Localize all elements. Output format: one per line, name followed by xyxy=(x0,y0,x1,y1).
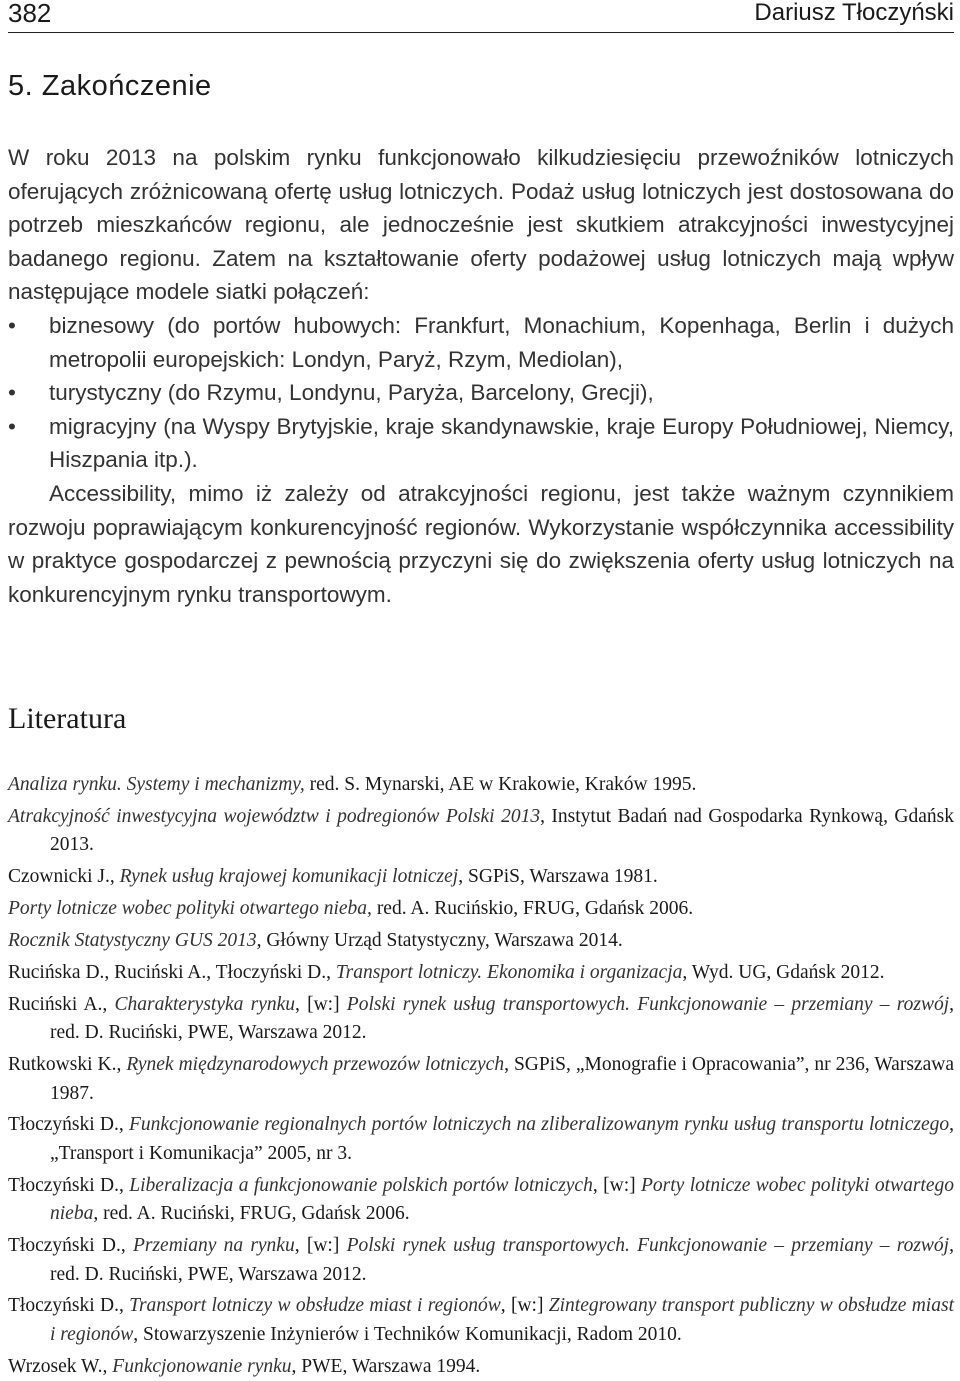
ref-publisher: , red. D. Ruciński, PWE, Warszawa 2012. xyxy=(50,993,954,1044)
literature-title: Literatura xyxy=(8,702,127,735)
ref-authors: Tłoczyński D., xyxy=(8,1114,130,1136)
ref-details: , [w:] xyxy=(500,1295,549,1317)
reference-item xyxy=(8,991,954,1048)
ref-publisher: , red. D. Ruciński, PWE, Warszawa 2012. xyxy=(50,1235,954,1285)
ref-details: , „Transport i Komunikacja” 2005, nr 3. xyxy=(50,1114,954,1164)
bullet-item xyxy=(8,376,954,410)
ref-details: , SGPiS, „Monografie i Opracowania”, nr 236, Warszawa 1987. xyxy=(50,1054,954,1104)
section-body xyxy=(8,141,954,611)
ref-authors: Tłoczyński D., xyxy=(8,1235,133,1257)
ref-details: , PWE, Warszawa 1994. xyxy=(291,1355,481,1377)
ref-publisher: , red. A. Ruciński, FRUG, Gdańsk 2006. xyxy=(93,1203,410,1225)
ref-authors: Ruciński A., xyxy=(8,993,115,1015)
ref-details: , [w:] xyxy=(295,993,347,1015)
ref-title: Analiza rynku. Systemy i mechanizmy, xyxy=(8,774,305,795)
bullet-icon: • xyxy=(8,380,16,406)
ref-details: red. S. Mynarski, AE w Krakowie, Kraków 1995. xyxy=(304,774,697,795)
reference-item xyxy=(8,1172,954,1229)
ref-title: Rynek międzynarodowych przewozów lotniczych xyxy=(126,1054,505,1076)
bullet-item xyxy=(8,309,954,376)
ref-title: Funkcjonowanie rynku xyxy=(112,1355,292,1377)
running-header xyxy=(8,0,954,33)
paragraph: Accessibility, mimo iż zależy od atrakcyjności regionu, jest także ważnym czynnikiem rozwoju poprawiającym konkurencyjność regionów. Wykorzystanie współczynnika accessibility w praktyce gospodarczej z pewnością przyczyni się do zwiększenia oferty usług lotniczych na konkurencyjnym rynku transportowym. xyxy=(8,480,954,607)
ref-authors: Rucińska D., Ruciński A., Tłoczyński D., xyxy=(8,961,336,983)
reference-item xyxy=(8,1292,954,1349)
ref-title: Funkcjonowanie regionalnych portów lotniczych na zliberalizowanym rynku usług transportu lotniczego xyxy=(129,1114,950,1136)
ref-details: , Główny Urząd Statystyczny, Warszawa 2014. xyxy=(256,930,623,952)
ref-title: Porty lotnicze wobec polityki otwartego nieba, xyxy=(8,898,372,920)
reference-item xyxy=(8,1111,954,1168)
reference-item xyxy=(8,1051,954,1108)
ref-title: Rocznik Statystyczny GUS 2013 xyxy=(8,930,257,952)
reference-item xyxy=(8,959,954,987)
ref-details: , Wyd. UG, Gdańsk 2012. xyxy=(682,961,885,983)
bullet-icon: • xyxy=(8,312,16,338)
page xyxy=(8,0,955,1377)
paragraph: W roku 2013 na polskim rynku funkcjonowało kilkudziesięciu przewoźników lotniczych oferujących zróżnicowaną ofertę usług lotniczych. Podaż usług lotniczych jest dostosowana do potrzeb mieszkańców regionu, ale jednocześnie jest skutkiem atrakcyjności inwestycyjnej badanego regionu. Zatem na kształtowanie oferty podażowej usług lotniczych mają wpływ następujące modele siatki połączeń: xyxy=(8,145,954,305)
ref-details: , SGPiS, Warszawa 1981. xyxy=(458,866,658,888)
ref-details: , [w:] xyxy=(592,1174,642,1196)
running-author: Dariusz Tłoczyński xyxy=(754,0,954,26)
reference-item xyxy=(8,771,954,799)
ref-container-title: Zintegrowany transport publiczny w obsłudze miast i regionów xyxy=(50,1295,954,1345)
bullet-icon: • xyxy=(8,413,16,439)
reference-item xyxy=(8,1353,954,1381)
ref-title: Liberalizacja a funkcjonowanie polskich portów lotniczych xyxy=(129,1174,593,1196)
reference-list xyxy=(8,771,954,1381)
ref-publisher: , Stowarzyszenie Inżynierów i Techników Komunikacji, Radom 2010. xyxy=(133,1323,682,1345)
ref-authors: Wrzosek W., xyxy=(8,1355,113,1377)
reference-item xyxy=(8,927,954,955)
ref-title: Transport lotniczy. Ekonomika i organizacja xyxy=(335,961,683,983)
ref-authors: Rutkowski K., xyxy=(8,1054,127,1076)
ref-title: Atrakcyjność inwestycyjna województw i podregionów Polski 2013 xyxy=(8,805,541,827)
ref-details: , [w:] xyxy=(294,1235,347,1257)
ref-title: Charakterystyka rynku xyxy=(114,993,296,1015)
ref-container-title: Polski rynek usług transportowych. Funkcjonowanie – przemiany – rozwój xyxy=(346,1235,950,1257)
page-number: 382 xyxy=(8,0,52,28)
bullet-item xyxy=(8,410,954,477)
bullet-list xyxy=(8,309,954,477)
ref-authors: Tłoczyński D., xyxy=(8,1174,130,1196)
ref-container-title: Porty lotnicze wobec polityki otwartego nieba xyxy=(50,1174,954,1225)
reference-item xyxy=(8,863,954,891)
ref-details: , Instytut Badań nad Gospodarka Rynkową, Gdańsk 2013. xyxy=(50,805,955,856)
reference-item xyxy=(8,895,954,923)
ref-authors: Czownicki J., xyxy=(8,866,120,888)
section-title: 5. Zakończenie xyxy=(8,70,212,102)
bullet-text: biznesowy (do portów hubowych: Frankfurt, Monachium, Kopenhaga, Berlin i dużych metropolii europejskich: Londyn, Paryż, Rzym, Mediolan), xyxy=(49,312,954,372)
ref-details: red. A. Rucińskio, FRUG, Gdańsk 2006. xyxy=(371,898,694,920)
reference-item xyxy=(8,803,954,860)
reference-item xyxy=(8,1232,954,1289)
ref-container-title: Polski rynek usług transportowych. Funkcjonowanie – przemiany – rozwój xyxy=(346,993,950,1015)
ref-title: Przemiany na rynku xyxy=(132,1235,295,1257)
ref-title: Transport lotniczy w obsłudze miast i regionów xyxy=(129,1295,501,1317)
bullet-text: migracyjny (na Wyspy Brytyjskie, kraje skandynawskie, kraje Europy Południowej, Niemcy, Hiszpania itp.). xyxy=(49,413,954,473)
bullet-text: turystyczny (do Rzymu, Londynu, Paryża, Barcelony, Grecji), xyxy=(49,380,654,406)
ref-title: Rynek usług krajowej komunikacji lotniczej xyxy=(119,866,459,888)
ref-authors: Tłoczyński D., xyxy=(8,1295,130,1317)
